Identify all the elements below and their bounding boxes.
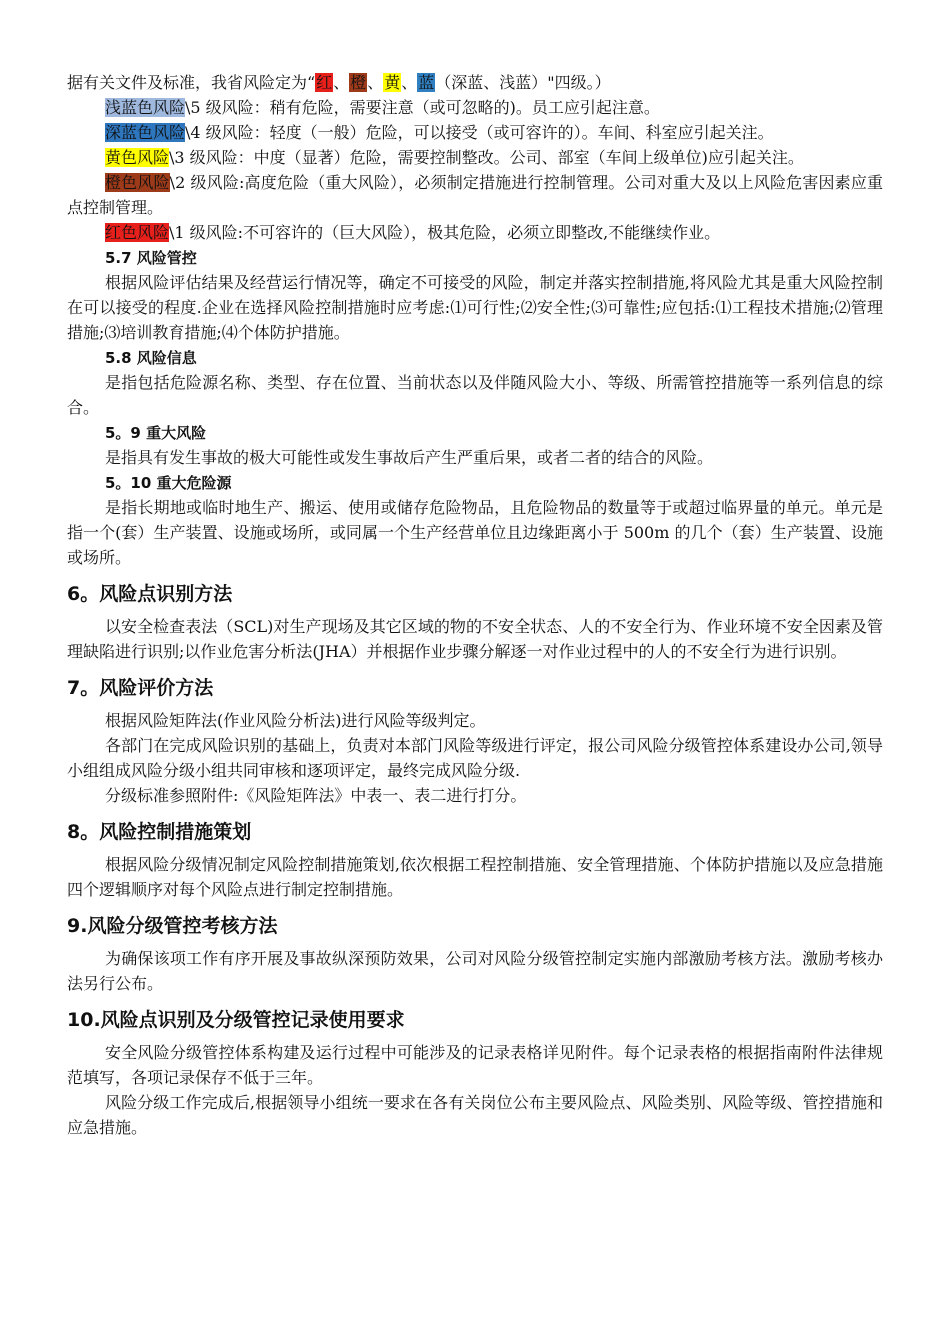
- section-10-text-1: 安全风险分级管控体系构建及运行过程中可能涉及的记录表格详见附件。每个记录表格的根据指南附件法律规范填写，各项记录保存不低于三年。: [67, 1043, 883, 1087]
- section-6-text: 以安全检查表法（SCL)对生产现场及其它区域的物的不安全状态、人的不安全行为、作业环境不安全因素及管理缺陷进行识别;以作业危害分析法(JHA）并根据作业步骤分解逐一对作业过程中的人的不安全行为进行识别。: [67, 617, 883, 661]
- section-7-heading: 7。风险评价方法: [67, 677, 214, 699]
- level-3-label: 黄色风险: [105, 148, 170, 167]
- section-5-9-text: 是指具有发生事故的极大可能性或发生事故后产生严重后果，或者二者的结合的风险。: [105, 448, 714, 467]
- section-8-text: 根据风险分级情况制定风险控制措施策划,依次根据工程控制措施、安全管理措施、个体防护措施以及应急措施四个逻辑顺序对每个风险点进行制定控制措施。: [67, 855, 883, 899]
- section-5-10-title: 5。10 重大危险源: [105, 474, 232, 492]
- section-9-text: 为确保该项工作有序开展及事故纵深预防效果，公司对风险分级管控制定实施内部激励考核方法。激励考核办法另行公布。: [67, 949, 883, 993]
- intro-prefix: 据有关文件及标准，我省风险定为“: [67, 73, 316, 92]
- intro-suffix: （深蓝、浅蓝）"四级。）: [435, 73, 611, 92]
- level-4-paragraph: [67, 120, 883, 145]
- level-5-paragraph: [67, 95, 883, 120]
- level-1-label: 红色风险: [105, 223, 170, 242]
- level-3-text: \3 级风险：中度（显著）危险，需要控制整改。公司、部室（车间上级单位)应引起关注。: [169, 148, 804, 167]
- intro-paragraph: [67, 70, 883, 95]
- level-2-paragraph: [67, 170, 883, 220]
- level-5-label: 浅蓝色风险: [105, 98, 186, 117]
- section-7-text-1: 根据风险矩阵法(作业风险分析法)进行风险等级判定。: [105, 711, 486, 730]
- section-5-8-text: 是指包括危险源名称、类型、存在位置、当前状态以及伴随风险大小、等级、所需管控措施等一系列信息的综合。: [67, 373, 883, 417]
- section-5-7-text: 根据风险评估结果及经营运行情况等，确定不可接受的风险，制定并落实控制措施,将风险尤其是重大风险控制在可以接受的程度.企业在选择风险控制措施时应考虑:⑴可行性;⑵安全性;⑶可靠性;应包括:⑴工程技术措施;⑵管理措施;⑶培训教育措施;⑷个体防护措施。: [67, 273, 883, 342]
- section-6-heading: 6。风险点识别方法: [67, 583, 233, 605]
- section-7-text-2: 各部门在完成风险识别的基础上，负责对本部门风险等级进行评定，报公司风险分级管控体系建设办公司,领导小组组成风险分级小组共同审核和逐项评定，最终完成风险分级.: [67, 736, 883, 780]
- red-highlight: 红: [316, 73, 333, 92]
- section-10-heading: 10.风险点识别及分级管控记录使用要求: [67, 1009, 405, 1031]
- section-9-heading: 9.风险分级管控考核方法: [67, 915, 278, 937]
- section-5-10-text: 是指长期地或临时地生产、搬运、使用或储存危险物品，且危险物品的数量等于或超过临界量的单元。单元是指一个(套）生产装置、设施或场所，或同属一个生产经营单位且边缘距离小于 500m 的几个（套）生产装置、设施或场所。: [67, 498, 883, 567]
- blue-highlight: 蓝: [418, 73, 435, 92]
- section-5-8-title: 5.8 风险信息: [105, 349, 197, 367]
- yellow-highlight: 黄: [384, 73, 401, 92]
- section-5-9-title: 5。9 重大风险: [105, 424, 207, 442]
- section-7-text-3: 分级标准参照附件:《风险矩阵法》中表一、表二进行打分。: [105, 786, 527, 805]
- level-4-text: \4 级风险：轻度（一般）危险，可以接受（或可容许的）。车间、科室应引起关注。: [185, 123, 774, 142]
- section-8-heading: 8。风险控制措施策划: [67, 821, 252, 843]
- level-2-label: 橙色风险: [105, 173, 170, 192]
- separator: 、: [333, 73, 350, 92]
- level-5-text: \5 级风险：稍有危险，需要注意（或可忽略的)。员工应引起注意。: [185, 98, 660, 117]
- level-4-label: 深蓝色风险: [105, 123, 186, 142]
- separator: 、: [401, 73, 418, 92]
- document-page: [67, 70, 883, 1140]
- separator: 、: [367, 73, 384, 92]
- section-10-text-2: 风险分级工作完成后,根据领导小组统一要求在各有关岗位公布主要风险点、风险类别、风险等级、管控措施和应急措施。: [67, 1093, 883, 1137]
- level-2-text: \2 级风险:高度危险（重大风险），必须制定措施进行控制管理。公司对重大及以上风险危害因素应重点控制管理。: [67, 173, 883, 217]
- level-3-paragraph: [67, 145, 883, 170]
- section-5-7-title: 5.7 风险管控: [105, 249, 197, 267]
- level-1-text: \1 级风险:不可容许的（巨大风险），极其危险，必须立即整改,不能继续作业。: [169, 223, 721, 242]
- level-1-paragraph: [67, 220, 883, 245]
- orange-highlight: 橙: [350, 73, 367, 92]
